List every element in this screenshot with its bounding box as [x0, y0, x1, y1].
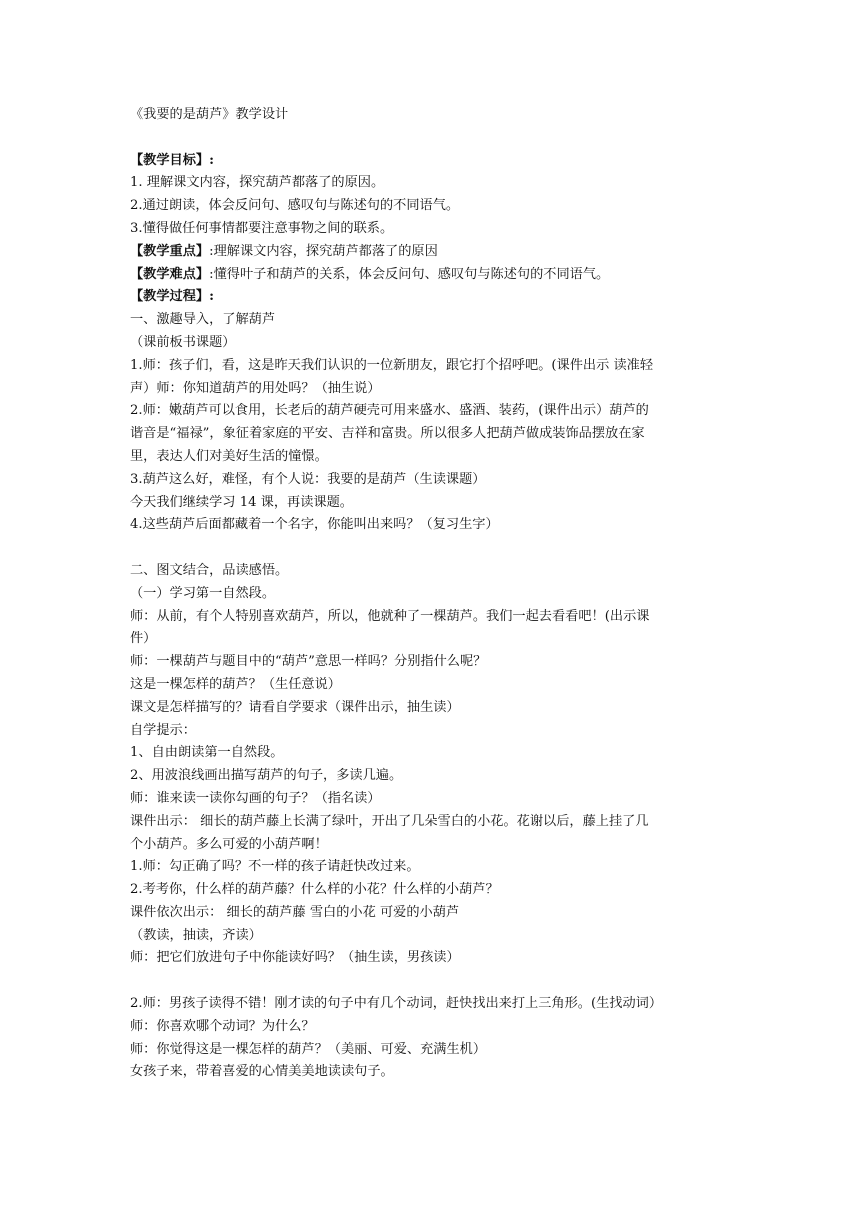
difficulty-label: 【教学难点】: [130, 266, 210, 282]
paragraph-line: 谐音是“福禄”，象征着家庭的平安、吉祥和富贵。所以很多人把葫芦做成装饰品摆放在家: [130, 426, 645, 442]
paragraph-line: 1.师：勾正确了吗？不一样的孩子请赶快改过来。: [130, 859, 420, 875]
section-heading: 一、激趣导入，了解葫芦: [130, 312, 276, 328]
blank-line: [130, 537, 740, 560]
paragraph-line: （一）学习第一自然段。: [130, 585, 276, 601]
section-heading: 二、图文结合，品读感悟。: [130, 562, 289, 578]
paragraph-line: 课件依次出示： 细长的葫芦藤 雪白的小花 可爱的小葫芦: [130, 904, 460, 920]
paragraph-line: 自学提示：: [130, 722, 196, 738]
process-heading: 【教学过程】:: [130, 289, 214, 305]
objective-item: 1. 理解课文内容，探究葫芦都落了的原因。: [130, 175, 385, 191]
paragraph-line: （课前板书课题）: [130, 334, 236, 350]
difficulty-text: :懂得叶子和葫芦的关系，体会反问句、感叹句与陈述句的不同语气。: [209, 266, 610, 282]
paragraph-line: 3.葫芦这么好，难怪，有个人说：我要的是葫芦（生读课题）: [130, 471, 486, 487]
document-title: 《我要的是葫芦》教学设计: [130, 107, 289, 122]
paragraph-line: 师：从前，有个人特别喜欢葫芦，所以，他就种了一棵葫芦。我们一起去看看吧！(出示课: [130, 608, 650, 624]
paragraph-line: 2.考考你，什么样的葫芦藤？什么样的小花？什么样的小葫芦？: [130, 882, 499, 898]
paragraph-line: （教读，抽读，齐读）: [130, 927, 262, 943]
paragraph-line: 师：你觉得这是一棵怎样的葫芦？（美丽、可爱、充满生机）: [130, 1041, 487, 1057]
objective-item: 3.懂得做任何事情都要注意事物之间的联系。: [130, 220, 394, 236]
blank-line: [130, 127, 740, 150]
paragraph-line: 个小葫芦。多么可爱的小葫芦啊！: [130, 836, 328, 852]
objective-item: 2.通过朗读，体会反问句、感叹句与陈述句的不同语气。: [130, 198, 460, 214]
paragraph-line: 课文是怎样描写的？请看自学要求（课件出示，抽生读）: [130, 699, 460, 715]
paragraph-line: 2、用波浪线画出描写葫芦的句子，多读几遍。: [130, 768, 403, 784]
paragraph-line: 师：谁来读一读你勾画的句子？（指名读）: [130, 790, 381, 806]
paragraph-line: 这是一棵怎样的葫芦？（生任意说）: [130, 676, 341, 692]
document-page: [130, 104, 740, 1084]
paragraph-line: 课件出示： 细长的葫芦藤上长满了绿叶，开出了几朵雪白的小花。花谢以后，藤上挂了几: [130, 813, 649, 829]
paragraph-line: 师：把它们放进句子中你能读好吗？（抽生读，男孩读）: [130, 950, 460, 966]
blank-line: [130, 970, 740, 993]
paragraph-line: 4.这些葫芦后面都藏着一个名字，你能叫出来吗？（复习生字）: [130, 517, 499, 533]
paragraph-line: 师：你喜欢哪个动词？为什么？: [130, 1018, 315, 1034]
paragraph-line: 件）: [130, 631, 157, 647]
paragraph-line: 师：一棵葫芦与题目中的“葫芦”意思一样吗？分别指什么呢？: [130, 654, 487, 670]
paragraph-line: 2.师：嫩葫芦可以食用，长老后的葫芦硬壳可用来盛水、盛酒、装药，(课件出示）葫芦的: [130, 403, 649, 419]
paragraph-line: 今天我们继续学习 14 课，再读课题。: [130, 494, 353, 510]
key-point-line: [130, 241, 740, 264]
key-point-text: :理解课文内容，探究葫芦都落了的原因: [209, 243, 438, 259]
paragraph-line: 2.师：男孩子读得不错！刚才读的句子中有几个动词，赶快找出来打上三角形。(生找动词）: [130, 996, 663, 1012]
paragraph-line: 里，表达人们对美好生活的憧憬。: [130, 448, 328, 464]
paragraph-line: 1.师：孩子们，看，这是昨天我们认识的一位新朋友，跟它打个招呼吧。(课件出示 读准轻: [130, 357, 654, 373]
paragraph-line: 女孩子来，带着喜爱的心情美美地读读句子。: [130, 1064, 394, 1080]
objectives-heading: 【教学目标】:: [130, 152, 214, 168]
paragraph-line: 1、自由朗读第一自然段。: [130, 745, 284, 761]
paragraph-line: 声）师：你知道葫芦的用处吗？（抽生说）: [130, 380, 381, 396]
key-point-label: 【教学重点】: [130, 243, 210, 259]
difficulty-line: [130, 264, 740, 287]
